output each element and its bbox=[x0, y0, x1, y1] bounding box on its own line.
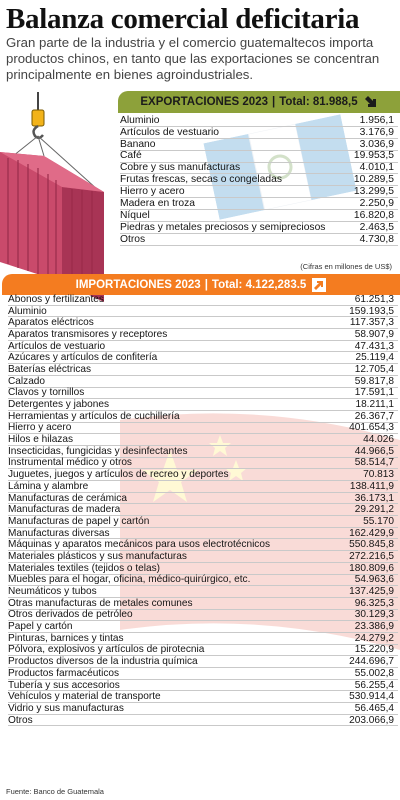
item-name: Materiales plásticos y sus manufacturas bbox=[8, 550, 187, 562]
item-value: 44.026 bbox=[363, 434, 394, 446]
table-row bbox=[8, 294, 398, 306]
item-name: Aluminio bbox=[120, 114, 160, 126]
item-name: Vehículos y material de transporte bbox=[8, 691, 161, 703]
item-name: Insecticidas, fungicidas y desinfectantes bbox=[8, 445, 188, 457]
table-row bbox=[8, 516, 398, 528]
item-value: 18.211,1 bbox=[355, 399, 394, 411]
item-name: Artículos de vestuario bbox=[8, 340, 106, 352]
table-row bbox=[8, 645, 398, 657]
item-value: 44.966,5 bbox=[354, 445, 394, 457]
item-value: 2.250,9 bbox=[359, 197, 394, 209]
item-name: Vidrio y sus manufacturas bbox=[8, 702, 124, 714]
item-value: 59.817,8 bbox=[354, 375, 394, 387]
item-name: Otras manufacturas de metales comunes bbox=[8, 597, 193, 609]
item-name: Frutas frescas, secas o congeladas bbox=[120, 174, 282, 186]
item-value: 1.956,1 bbox=[359, 114, 394, 126]
table-row bbox=[120, 210, 398, 222]
item-name: Máquinas y aparatos mecánicos para usos electrotécnicos bbox=[8, 539, 271, 551]
table-row bbox=[120, 222, 398, 234]
item-name: Madera en troza bbox=[120, 197, 195, 209]
item-name: Herramientas y artículos de cuchillería bbox=[8, 410, 180, 422]
down-right-arrow-icon bbox=[364, 95, 378, 109]
item-name: Abonos y fertilizantes bbox=[8, 293, 104, 305]
table-row bbox=[8, 481, 398, 493]
item-value: 244.696,7 bbox=[349, 656, 394, 668]
item-value: 117.357,3 bbox=[349, 317, 394, 329]
item-name: Aparatos eléctricos bbox=[8, 317, 94, 329]
table-row bbox=[8, 446, 398, 458]
item-name: Manufacturas de cerámica bbox=[8, 492, 127, 504]
item-value: 16.820,8 bbox=[353, 209, 394, 221]
item-value: 550.845,8 bbox=[349, 539, 394, 551]
item-value: 15.220,9 bbox=[354, 644, 394, 656]
item-value: 47.431,3 bbox=[354, 340, 394, 352]
table-row bbox=[8, 329, 398, 341]
item-value: 30.129,3 bbox=[354, 609, 394, 621]
exports-header bbox=[118, 91, 400, 113]
item-name: Otros bbox=[120, 233, 146, 245]
item-value: 13.299,5 bbox=[353, 186, 394, 198]
item-value: 17.591,1 bbox=[354, 387, 394, 399]
item-name: Materiales textiles (tejidos o telas) bbox=[8, 562, 161, 574]
table-row bbox=[8, 388, 398, 400]
item-name: Clavos y tornillos bbox=[8, 387, 85, 399]
exports-list bbox=[120, 115, 398, 246]
table-row bbox=[8, 411, 398, 423]
table-row bbox=[8, 668, 398, 680]
item-value: 3.036,9 bbox=[359, 138, 394, 150]
item-value: 272.216,5 bbox=[349, 550, 394, 562]
item-value: 54.963,6 bbox=[354, 574, 394, 586]
table-row bbox=[8, 715, 398, 727]
item-name: Café bbox=[120, 150, 142, 162]
item-name: Otros derivados de petróleo bbox=[8, 609, 133, 621]
page-subtitle: Gran parte de la industria y el comercio guatemaltecos importa productos chinos, en tanto que las exportaciones se concentran principalmente en bienes agroindustriales. bbox=[6, 35, 380, 82]
item-value: 23.386,9 bbox=[354, 621, 394, 633]
item-name: Níquel bbox=[120, 209, 150, 221]
item-value: 29.291,2 bbox=[354, 504, 394, 516]
table-row bbox=[8, 691, 398, 703]
table-row bbox=[8, 598, 398, 610]
table-row bbox=[8, 621, 398, 633]
item-value: 530.914,4 bbox=[349, 691, 394, 703]
table-row bbox=[8, 610, 398, 622]
table-row bbox=[8, 376, 398, 388]
item-name: Tubería y sus accesorios bbox=[8, 679, 120, 691]
item-name: Aluminio bbox=[8, 305, 47, 317]
imports-total: Total: 4.122,283.5 bbox=[211, 278, 307, 291]
table-row bbox=[8, 528, 398, 540]
table-row bbox=[120, 115, 398, 127]
item-value: 2.463,5 bbox=[359, 221, 394, 233]
item-value: 12.705,4 bbox=[354, 363, 394, 375]
item-value: 159.193,5 bbox=[349, 305, 394, 317]
item-value: 401.654,3 bbox=[349, 422, 394, 434]
item-name: Pólvora, explosivos y artículos de pirotecnia bbox=[8, 644, 205, 656]
item-value: 4.010,1 bbox=[359, 162, 394, 174]
table-row bbox=[120, 163, 398, 175]
item-value: 70.813 bbox=[363, 469, 394, 481]
item-name: Cobre y sus manufacturas bbox=[120, 162, 241, 174]
units-note: (Cifras en millones de US$) bbox=[300, 262, 392, 271]
exports-label: EXPORTACIONES 2023 bbox=[140, 96, 268, 108]
table-row bbox=[8, 423, 398, 435]
item-name: Instrumental médico y otros bbox=[8, 457, 132, 469]
item-name: Neumáticos y tubos bbox=[8, 586, 97, 598]
item-value: 58.907,9 bbox=[354, 328, 394, 340]
item-name: Lámina y alambre bbox=[8, 480, 89, 492]
item-value: 137.425,9 bbox=[349, 586, 394, 598]
item-name: Baterías eléctricas bbox=[8, 363, 92, 375]
item-value: 56.255,4 bbox=[354, 679, 394, 691]
source-note: Fuente: Banco de Guatemala bbox=[6, 787, 104, 796]
table-row bbox=[8, 364, 398, 376]
item-name: Banano bbox=[120, 138, 156, 150]
item-value: 203.066,9 bbox=[349, 714, 394, 726]
page-title: Balanza comercial deficitaria bbox=[6, 3, 360, 35]
table-row bbox=[120, 198, 398, 210]
item-value: 58.514,7 bbox=[354, 457, 394, 469]
item-value: 4.730,8 bbox=[359, 233, 394, 245]
table-row bbox=[8, 317, 398, 329]
table-row bbox=[120, 151, 398, 163]
item-name: Papel y cartón bbox=[8, 621, 73, 633]
item-value: 26.367,7 bbox=[354, 410, 394, 422]
up-right-arrow-icon bbox=[312, 278, 326, 292]
item-value: 180.809,6 bbox=[349, 562, 394, 574]
item-name: Otros bbox=[8, 714, 33, 726]
table-row bbox=[8, 563, 398, 575]
table-row bbox=[120, 234, 398, 246]
item-value: 36.173,1 bbox=[354, 492, 394, 504]
item-name: Hierro y acero bbox=[120, 186, 185, 198]
item-value: 96.325,3 bbox=[354, 597, 394, 609]
item-name: Azúcares y artículos de confitería bbox=[8, 352, 158, 364]
table-row bbox=[8, 575, 398, 587]
table-row bbox=[8, 493, 398, 505]
table-row bbox=[120, 139, 398, 151]
imports-header bbox=[2, 274, 400, 295]
table-row bbox=[8, 504, 398, 516]
exports-separator: | bbox=[271, 96, 276, 108]
table-row bbox=[8, 399, 398, 411]
table-row bbox=[8, 680, 398, 692]
item-name: Artículos de vestuario bbox=[120, 126, 220, 138]
imports-separator: | bbox=[204, 278, 208, 291]
item-name: Manufacturas de madera bbox=[8, 504, 121, 516]
item-value: 61.251,3 bbox=[354, 293, 394, 305]
item-name: Piedras y metales preciosos y semipreciosos bbox=[120, 221, 326, 233]
table-row bbox=[120, 174, 398, 186]
item-value: 138.411,9 bbox=[349, 480, 394, 492]
item-name: Juguetes, juegos y artículos de recreo y deportes bbox=[8, 469, 229, 481]
item-name: Hilos e hilazas bbox=[8, 434, 74, 446]
item-value: 10.289,5 bbox=[353, 174, 394, 186]
table-row bbox=[8, 434, 398, 446]
item-name: Detergentes y jabones bbox=[8, 399, 110, 411]
item-name: Manufacturas diversas bbox=[8, 527, 110, 539]
table-row bbox=[8, 633, 398, 645]
item-value: 24.279,2 bbox=[354, 632, 394, 644]
item-value: 55.170 bbox=[363, 515, 394, 527]
item-name: Hierro y acero bbox=[8, 422, 72, 434]
table-row bbox=[8, 539, 398, 551]
item-value: 25.119,4 bbox=[355, 352, 394, 364]
table-row bbox=[8, 656, 398, 668]
table-row bbox=[120, 186, 398, 198]
table-row bbox=[8, 306, 398, 318]
table-row bbox=[8, 703, 398, 715]
imports-list bbox=[8, 294, 398, 726]
table-row bbox=[8, 586, 398, 598]
table-row bbox=[120, 127, 398, 139]
item-name: Productos diversos de la industria química bbox=[8, 656, 198, 668]
item-name: Muebles para el hogar, oficina, médico-quirúrgico, etc. bbox=[8, 574, 251, 586]
item-value: 3.176,9 bbox=[359, 126, 394, 138]
item-name: Aparatos transmisores y receptores bbox=[8, 328, 168, 340]
item-value: 162.429,9 bbox=[349, 527, 394, 539]
item-value: 56.465,4 bbox=[354, 702, 394, 714]
item-value: 55.002,8 bbox=[354, 667, 394, 679]
table-row bbox=[8, 458, 398, 470]
table-row bbox=[8, 469, 398, 481]
item-name: Productos farmacéuticos bbox=[8, 667, 120, 679]
table-row bbox=[8, 352, 398, 364]
item-name: Manufacturas de papel y cartón bbox=[8, 515, 150, 527]
table-row bbox=[8, 341, 398, 353]
item-name: Pinturas, barnices y tintas bbox=[8, 632, 124, 644]
imports-label: IMPORTACIONES 2023 bbox=[75, 278, 201, 291]
item-name: Calzado bbox=[8, 375, 46, 387]
item-value: 19.953,5 bbox=[353, 150, 394, 162]
table-row bbox=[8, 551, 398, 563]
exports-total: Total: 81.988,5 bbox=[279, 96, 358, 108]
